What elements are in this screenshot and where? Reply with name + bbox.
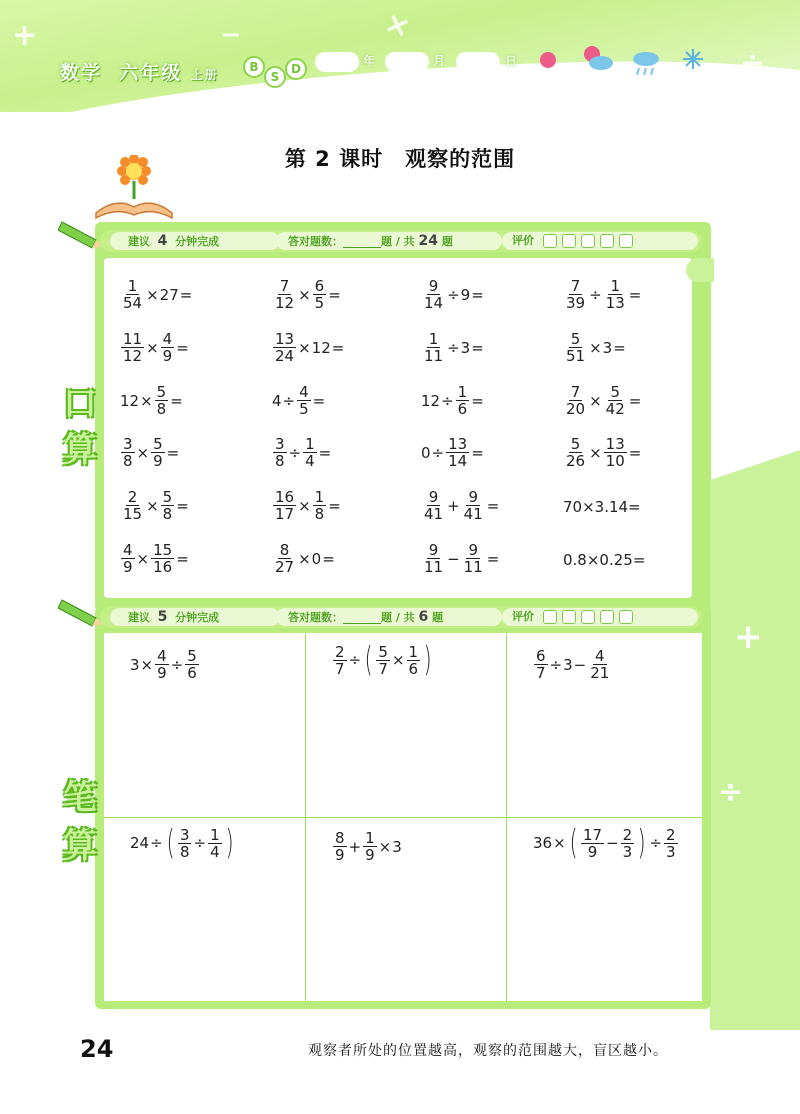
thumb-icon[interactable]	[543, 234, 557, 248]
oral-problem-r4c1: $\frac{3}{8}$ × $\frac{5}{9}$ =	[123, 435, 180, 470]
written-side-char-bi: 笔	[63, 778, 97, 818]
written-side-char-suan: 算	[63, 826, 97, 866]
oral-problem-r4c2: $\frac{3}{8}$ ÷ $\frac{1}{4}$ =	[275, 435, 332, 470]
oral-problem-r6c2: $\frac{8}{27}$ × 0 =	[275, 541, 335, 576]
oral-problem-r5c3: $\frac{9}{41}$ + $\frac{9}{41}$ =	[424, 488, 500, 523]
oral-problem-r6c3: $\frac{9}{11}$ − $\frac{9}{11}$ =	[424, 541, 500, 576]
oral-count-blank[interactable]	[343, 236, 381, 248]
written-problem-3: $\frac{6}{7}$ ÷ 3 − $\frac{4}{21}$	[536, 647, 610, 682]
thumb-icon[interactable]	[581, 610, 595, 624]
day-field[interactable]	[456, 52, 500, 72]
month-label: 月	[433, 54, 446, 68]
times-decoration-icon: ×	[379, 4, 416, 47]
thumb-icon[interactable]	[600, 234, 614, 248]
month-field[interactable]	[385, 52, 429, 72]
written-rating: 评价	[502, 608, 698, 626]
oral-problem-r1c3: $\frac{9}{14}$ ÷ 9 =	[424, 277, 484, 312]
written-count-blank[interactable]	[343, 612, 381, 624]
footer-tip: 观察者所处的位置越高，观察的范围越大，盲区越小。	[308, 1043, 668, 1059]
oral-problem-r6c1: $\frac{4}{9}$ × $\frac{15}{16}$ =	[123, 541, 189, 576]
oral-problem-r2c3: $\frac{1}{11}$ ÷ 3 =	[424, 330, 484, 365]
oral-problem-r1c4: $\frac{7}{39}$ ÷ $\frac{1}{13}$ =	[566, 277, 642, 312]
year-field[interactable]	[315, 52, 359, 72]
oral-side-char-suan: 算	[63, 430, 97, 470]
thumb-icon[interactable]	[619, 610, 633, 624]
thumb-icon[interactable]	[562, 610, 576, 624]
thumb-icon[interactable]	[619, 234, 633, 248]
edition-letter-d: D	[285, 58, 307, 80]
written-problem-4: 24 ÷ ( $\frac{3}{8}$ ÷ $\frac{1}{4}$ )	[130, 823, 234, 863]
oral-suggest-time: 建议 4 分钟完成	[110, 232, 280, 250]
oral-problem-r2c1: $\frac{11}{12}$ × $\frac{4}{9}$ =	[123, 330, 189, 365]
oral-problem-r3c1: 12 × $\frac{5}{8}$ =	[120, 383, 183, 418]
svg-text:÷: ÷	[718, 775, 744, 810]
written-problem-1: 3 × $\frac{4}{9}$ ÷ $\frac{5}{6}$	[130, 647, 197, 682]
lesson-title: 第 2 课时 观察的范围	[284, 147, 516, 171]
grid-divider	[104, 817, 702, 818]
header-volume: 上册	[190, 68, 219, 82]
thumb-icon[interactable]	[562, 234, 576, 248]
oral-problem-r3c3: 12 ÷ $\frac{1}{6}$ =	[421, 383, 484, 418]
oral-problem-r6c4: 0.8×0.25=	[563, 551, 646, 569]
written-correct-count: 答对题数： 题 / 共 6 题	[276, 608, 502, 626]
oral-problem-r3c4: $\frac{7}{20}$ × $\frac{5}{42}$ =	[566, 383, 642, 418]
written-suggest-time: 建议 5 分钟完成	[110, 608, 280, 626]
oral-problem-r4c4: $\frac{5}{26}$ × $\frac{13}{10}$ =	[566, 435, 642, 470]
sun-icon[interactable]	[538, 50, 558, 70]
written-info-strip	[100, 606, 702, 628]
edition-letter-b: B	[243, 56, 265, 78]
written-problem-6: 36 × ( $\frac{17}{9}$ − $\frac{2}{3}$ ) ÷ $\frac{2}{3}$	[533, 823, 676, 863]
page-number: 24	[80, 1035, 114, 1063]
svg-text:+: +	[734, 617, 763, 657]
written-problem-2: $\frac{2}{7}$ ÷ ( $\frac{5}{7}$ × $\frac{1}{6}$ )	[335, 640, 432, 680]
thumb-icon[interactable]	[600, 610, 614, 624]
oral-correct-count: 答对题数： 题 / 共 24 题	[276, 232, 502, 250]
year-label: 年	[363, 54, 376, 68]
oral-problem-r2c4: $\frac{5}{51}$ × 3 =	[566, 330, 626, 365]
header-subject-grade	[60, 58, 219, 85]
oral-problem-r5c2: $\frac{16}{17}$ × $\frac{1}{8}$ =	[275, 488, 341, 523]
pencil-icon	[58, 596, 106, 628]
oral-corner-tab	[686, 258, 714, 282]
header-grade: 六年级	[119, 62, 183, 84]
plus-decoration-icon: +	[12, 18, 38, 53]
pencil-icon	[58, 218, 106, 250]
snowflake-icon[interactable]	[682, 48, 704, 70]
side-decoration	[700, 450, 800, 1030]
minus-decoration-icon: −	[220, 20, 242, 50]
oral-problem-r5c4: 70×3.14=	[563, 498, 641, 516]
oral-rating: 评价	[502, 232, 698, 250]
thumb-icon[interactable]	[543, 610, 557, 624]
oral-info-strip	[100, 230, 702, 252]
written-problem-5: $\frac{8}{9}$ + $\frac{1}{9}$ × 3	[335, 829, 402, 864]
oral-problem-r4c3: 0 ÷ $\frac{13}{14}$ =	[421, 435, 484, 470]
thumb-icon[interactable]	[581, 234, 595, 248]
oral-side-char-kou: 口	[63, 384, 97, 424]
oral-problem-r5c1: $\frac{2}{15}$ × $\frac{5}{8}$ =	[123, 488, 189, 523]
day-label: 日	[505, 54, 518, 68]
divide-decoration-icon: ÷	[740, 46, 766, 81]
oral-problem-r1c2: $\frac{7}{12}$ × $\frac{6}{5}$ =	[275, 277, 341, 312]
partly-cloudy-icon[interactable]	[582, 44, 614, 74]
edition-letter-s: S	[264, 66, 286, 88]
oral-problem-r1c1: $\frac{1}{54}$ × 27 =	[123, 277, 193, 312]
header-subject: 数学	[60, 62, 103, 84]
oral-problem-r2c2: $\frac{13}{24}$ × 12 =	[275, 330, 345, 365]
book-flower-icon	[94, 155, 174, 221]
rain-icon[interactable]	[630, 48, 662, 78]
oral-problem-r3c2: 4 ÷ $\frac{4}{5}$ =	[272, 383, 326, 418]
